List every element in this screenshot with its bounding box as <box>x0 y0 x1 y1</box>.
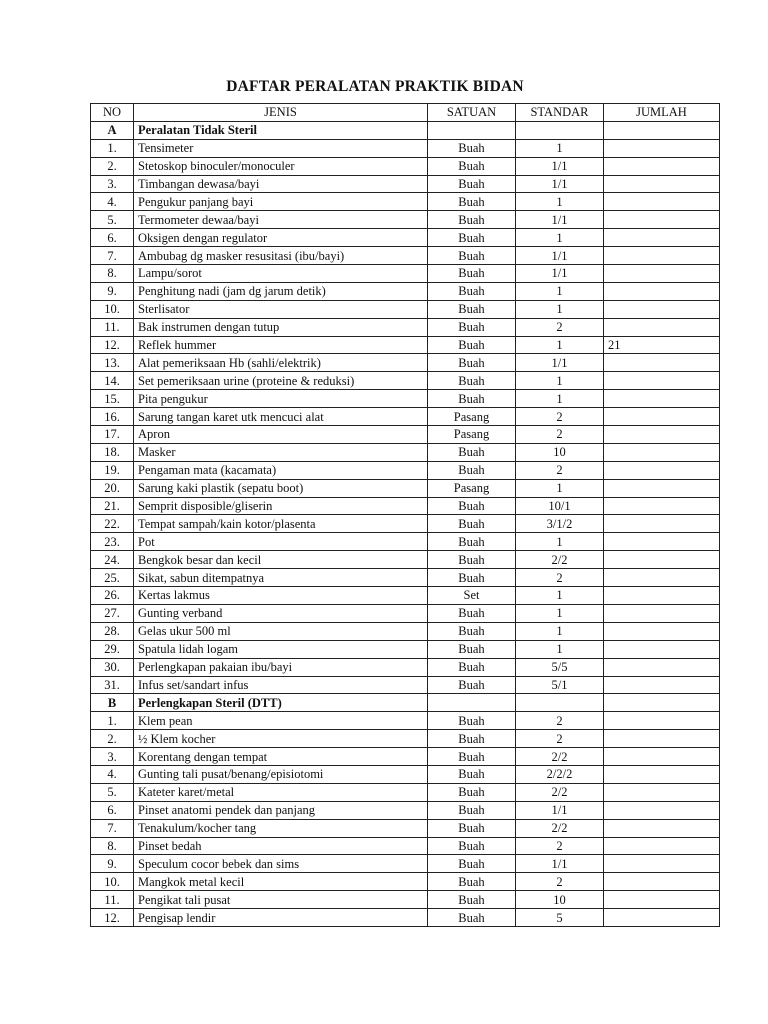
cell-no: 7. <box>91 247 134 265</box>
table-row <box>91 640 720 658</box>
cell-standar: 2/2 <box>516 551 604 569</box>
cell-satuan: Pasang <box>428 426 516 444</box>
table-row <box>91 139 720 157</box>
table-row <box>91 372 720 390</box>
cell-no: 13. <box>91 354 134 372</box>
cell-jumlah <box>604 533 720 551</box>
cell-jenis: Pita pengukur <box>134 390 428 408</box>
cell-no: 4. <box>91 765 134 783</box>
cell-jumlah <box>604 479 720 497</box>
table-row <box>91 587 720 605</box>
cell-jenis: Alat pemeriksaan Hb (sahli/elektrik) <box>134 354 428 372</box>
cell-standar: 1 <box>516 336 604 354</box>
cell-satuan: Set <box>428 587 516 605</box>
table-row <box>91 569 720 587</box>
cell-jumlah <box>604 139 720 157</box>
section-empty-cell <box>516 694 604 712</box>
cell-jumlah <box>604 748 720 766</box>
cell-jenis: Timbangan dewasa/bayi <box>134 175 428 193</box>
cell-no: 17. <box>91 426 134 444</box>
cell-jenis: Gunting tali pusat/benang/episiotomi <box>134 765 428 783</box>
cell-jenis: Spatula lidah logam <box>134 640 428 658</box>
cell-jenis: Set pemeriksaan urine (proteine & reduksi) <box>134 372 428 390</box>
cell-no: 12. <box>91 909 134 927</box>
table-row <box>91 229 720 247</box>
cell-jumlah <box>604 354 720 372</box>
cell-satuan: Buah <box>428 443 516 461</box>
table-row <box>91 390 720 408</box>
cell-standar: 2 <box>516 569 604 587</box>
cell-standar: 2 <box>516 408 604 426</box>
cell-satuan: Buah <box>428 658 516 676</box>
cell-no: 30. <box>91 658 134 676</box>
table-row <box>91 748 720 766</box>
table-row <box>91 443 720 461</box>
table-row <box>91 533 720 551</box>
cell-standar: 1 <box>516 622 604 640</box>
cell-standar: 1/1 <box>516 801 604 819</box>
cell-satuan: Buah <box>428 730 516 748</box>
cell-jenis: Sarung tangan karet utk mencuci alat <box>134 408 428 426</box>
cell-jumlah <box>604 783 720 801</box>
table-row <box>91 855 720 873</box>
table-row <box>91 837 720 855</box>
section-empty-cell <box>604 694 720 712</box>
cell-jumlah <box>604 265 720 283</box>
section-empty-cell <box>604 121 720 139</box>
cell-standar: 1/1 <box>516 157 604 175</box>
cell-standar: 1 <box>516 282 604 300</box>
table-row <box>91 479 720 497</box>
cell-standar: 2/2/2 <box>516 765 604 783</box>
cell-jumlah <box>604 193 720 211</box>
cell-standar: 1/1 <box>516 855 604 873</box>
cell-no: 11. <box>91 891 134 909</box>
cell-satuan: Buah <box>428 640 516 658</box>
cell-jumlah <box>604 443 720 461</box>
table-row <box>91 300 720 318</box>
cell-jenis: Klem pean <box>134 712 428 730</box>
cell-standar: 1 <box>516 587 604 605</box>
cell-no: 8. <box>91 837 134 855</box>
cell-standar: 3/1/2 <box>516 515 604 533</box>
cell-satuan: Buah <box>428 819 516 837</box>
cell-standar: 2 <box>516 837 604 855</box>
cell-jumlah <box>604 640 720 658</box>
cell-jenis: Tensimeter <box>134 139 428 157</box>
cell-satuan: Buah <box>428 855 516 873</box>
cell-no: 28. <box>91 622 134 640</box>
cell-no: 26. <box>91 587 134 605</box>
cell-satuan: Buah <box>428 139 516 157</box>
table-row <box>91 873 720 891</box>
cell-standar: 1 <box>516 229 604 247</box>
cell-jumlah <box>604 569 720 587</box>
cell-jenis: Tenakulum/kocher tang <box>134 819 428 837</box>
cell-jumlah <box>604 712 720 730</box>
cell-no: 1. <box>91 139 134 157</box>
cell-jumlah <box>604 658 720 676</box>
table-row <box>91 783 720 801</box>
table-row <box>91 909 720 927</box>
cell-jenis: Penghitung nadi (jam dg jarum detik) <box>134 282 428 300</box>
table-row <box>91 891 720 909</box>
cell-jenis: Gelas ukur 500 ml <box>134 622 428 640</box>
cell-satuan: Buah <box>428 211 516 229</box>
cell-jenis: Lampu/sorot <box>134 265 428 283</box>
cell-satuan: Buah <box>428 300 516 318</box>
cell-jumlah <box>604 837 720 855</box>
cell-no: 25. <box>91 569 134 587</box>
cell-jenis: Pot <box>134 533 428 551</box>
cell-jumlah <box>604 801 720 819</box>
cell-no: 10. <box>91 300 134 318</box>
table-row <box>91 175 720 193</box>
cell-no: 1. <box>91 712 134 730</box>
cell-jenis: Sterlisator <box>134 300 428 318</box>
cell-jumlah <box>604 247 720 265</box>
cell-jenis: Oksigen dengan regulator <box>134 229 428 247</box>
table-row <box>91 658 720 676</box>
cell-standar: 2 <box>516 730 604 748</box>
cell-jumlah <box>604 372 720 390</box>
table-row <box>91 604 720 622</box>
cell-jenis: Speculum cocor bebek dan sims <box>134 855 428 873</box>
cell-jumlah <box>604 855 720 873</box>
cell-jumlah <box>604 318 720 336</box>
cell-jenis: Pengukur panjang bayi <box>134 193 428 211</box>
header-jenis: JENIS <box>134 104 428 122</box>
cell-no: 9. <box>91 855 134 873</box>
cell-standar: 1 <box>516 372 604 390</box>
cell-jumlah <box>604 211 720 229</box>
cell-jumlah <box>604 873 720 891</box>
header-jumlah: JUMLAH <box>604 104 720 122</box>
cell-satuan: Buah <box>428 336 516 354</box>
table-row <box>91 819 720 837</box>
cell-satuan: Buah <box>428 193 516 211</box>
cell-jenis: Pinset anatomi pendek dan panjang <box>134 801 428 819</box>
table-row <box>91 282 720 300</box>
cell-jumlah <box>604 765 720 783</box>
section-row <box>91 694 720 712</box>
cell-jumlah <box>604 461 720 479</box>
table-row <box>91 730 720 748</box>
cell-jenis: Perlengkapan pakaian ibu/bayi <box>134 658 428 676</box>
cell-jenis: Bengkok besar dan kecil <box>134 551 428 569</box>
cell-standar: 1/1 <box>516 265 604 283</box>
cell-jenis: ½ Klem kocher <box>134 730 428 748</box>
cell-satuan: Buah <box>428 282 516 300</box>
cell-satuan: Buah <box>428 497 516 515</box>
cell-jumlah: 21 <box>604 336 720 354</box>
cell-jumlah <box>604 157 720 175</box>
cell-jenis: Reflek hummer <box>134 336 428 354</box>
cell-standar: 2/2 <box>516 819 604 837</box>
cell-no: 14. <box>91 372 134 390</box>
cell-standar: 1/1 <box>516 247 604 265</box>
section-code: A <box>91 121 134 139</box>
cell-no: 22. <box>91 515 134 533</box>
cell-satuan: Buah <box>428 748 516 766</box>
cell-standar: 1 <box>516 640 604 658</box>
cell-no: 3. <box>91 748 134 766</box>
cell-satuan: Buah <box>428 318 516 336</box>
table-body <box>91 121 720 926</box>
header-no: NO <box>91 104 134 122</box>
cell-standar: 10/1 <box>516 497 604 515</box>
header-standar: STANDAR <box>516 104 604 122</box>
table-row <box>91 265 720 283</box>
cell-no: 2. <box>91 730 134 748</box>
cell-no: 3. <box>91 175 134 193</box>
cell-satuan: Buah <box>428 712 516 730</box>
cell-standar: 2 <box>516 461 604 479</box>
table-row <box>91 336 720 354</box>
cell-jenis: Kertas lakmus <box>134 587 428 605</box>
cell-satuan: Buah <box>428 891 516 909</box>
cell-satuan: Pasang <box>428 408 516 426</box>
cell-jenis: Stetoskop binoculer/monoculer <box>134 157 428 175</box>
cell-jumlah <box>604 551 720 569</box>
table-row <box>91 193 720 211</box>
cell-no: 18. <box>91 443 134 461</box>
cell-satuan: Buah <box>428 604 516 622</box>
cell-jenis: Bak instrumen dengan tutup <box>134 318 428 336</box>
cell-satuan: Buah <box>428 157 516 175</box>
cell-jumlah <box>604 300 720 318</box>
cell-satuan: Buah <box>428 265 516 283</box>
cell-jenis: Kateter karet/metal <box>134 783 428 801</box>
cell-jenis: Semprit disposible/gliserin <box>134 497 428 515</box>
cell-standar: 10 <box>516 891 604 909</box>
cell-standar: 1 <box>516 390 604 408</box>
cell-no: 20. <box>91 479 134 497</box>
cell-jumlah <box>604 426 720 444</box>
cell-satuan: Buah <box>428 354 516 372</box>
cell-standar: 5/1 <box>516 676 604 694</box>
cell-no: 16. <box>91 408 134 426</box>
cell-no: 24. <box>91 551 134 569</box>
table-header-row <box>91 104 720 122</box>
cell-satuan: Buah <box>428 765 516 783</box>
section-code: B <box>91 694 134 712</box>
cell-satuan: Buah <box>428 533 516 551</box>
cell-jenis: Apron <box>134 426 428 444</box>
table-row <box>91 765 720 783</box>
cell-satuan: Buah <box>428 372 516 390</box>
cell-standar: 1 <box>516 479 604 497</box>
cell-satuan: Buah <box>428 175 516 193</box>
cell-jumlah <box>604 819 720 837</box>
cell-jenis: Tempat sampah/kain kotor/plasenta <box>134 515 428 533</box>
table-row <box>91 408 720 426</box>
cell-no: 29. <box>91 640 134 658</box>
cell-no: 19. <box>91 461 134 479</box>
cell-standar: 2 <box>516 318 604 336</box>
cell-jenis: Pengisap lendir <box>134 909 428 927</box>
cell-no: 11. <box>91 318 134 336</box>
cell-jenis: Sikat, sabun ditempatnya <box>134 569 428 587</box>
cell-standar: 5 <box>516 909 604 927</box>
cell-no: 8. <box>91 265 134 283</box>
table-row <box>91 318 720 336</box>
cell-no: 7. <box>91 819 134 837</box>
cell-no: 5. <box>91 211 134 229</box>
cell-standar: 1/1 <box>516 175 604 193</box>
table-row <box>91 247 720 265</box>
page-title: DAFTAR PERALATAN PRAKTIK BIDAN <box>226 78 524 95</box>
cell-no: 2. <box>91 157 134 175</box>
table-row <box>91 211 720 229</box>
cell-standar: 1 <box>516 139 604 157</box>
cell-no: 31. <box>91 676 134 694</box>
cell-satuan: Buah <box>428 873 516 891</box>
cell-jenis: Masker <box>134 443 428 461</box>
cell-standar: 2 <box>516 712 604 730</box>
table-row <box>91 354 720 372</box>
cell-satuan: Buah <box>428 837 516 855</box>
cell-satuan: Pasang <box>428 479 516 497</box>
cell-jenis: Sarung kaki plastik (sepatu boot) <box>134 479 428 497</box>
cell-jumlah <box>604 497 720 515</box>
cell-standar: 1 <box>516 533 604 551</box>
cell-standar: 2 <box>516 873 604 891</box>
equipment-table <box>90 103 720 927</box>
table-row <box>91 801 720 819</box>
table-row <box>91 622 720 640</box>
cell-jenis: Korentang dengan tempat <box>134 748 428 766</box>
cell-no: 12. <box>91 336 134 354</box>
table-row <box>91 497 720 515</box>
cell-jenis: Pengaman mata (kacamata) <box>134 461 428 479</box>
cell-jumlah <box>604 909 720 927</box>
header-satuan: SATUAN <box>428 104 516 122</box>
cell-no: 21. <box>91 497 134 515</box>
cell-no: 23. <box>91 533 134 551</box>
table-row <box>91 676 720 694</box>
cell-satuan: Buah <box>428 515 516 533</box>
cell-standar: 1 <box>516 604 604 622</box>
cell-no: 15. <box>91 390 134 408</box>
cell-satuan: Buah <box>428 247 516 265</box>
cell-jumlah <box>604 515 720 533</box>
cell-no: 4. <box>91 193 134 211</box>
section-name: Peralatan Tidak Steril <box>134 121 428 139</box>
cell-standar: 1 <box>516 193 604 211</box>
table-row <box>91 515 720 533</box>
cell-standar: 1 <box>516 300 604 318</box>
cell-jenis: Pengikat tali pusat <box>134 891 428 909</box>
cell-jumlah <box>604 175 720 193</box>
table-row <box>91 426 720 444</box>
section-empty-cell <box>428 694 516 712</box>
cell-no: 10. <box>91 873 134 891</box>
cell-standar: 10 <box>516 443 604 461</box>
cell-satuan: Buah <box>428 783 516 801</box>
cell-jumlah <box>604 587 720 605</box>
cell-satuan: Buah <box>428 390 516 408</box>
cell-standar: 1/1 <box>516 354 604 372</box>
cell-no: 9. <box>91 282 134 300</box>
table-row <box>91 461 720 479</box>
section-row <box>91 121 720 139</box>
cell-standar: 2/2 <box>516 783 604 801</box>
cell-jenis: Infus set/sandart infus <box>134 676 428 694</box>
cell-no: 27. <box>91 604 134 622</box>
cell-jenis: Termometer dewaa/bayi <box>134 211 428 229</box>
cell-jumlah <box>604 676 720 694</box>
cell-jumlah <box>604 730 720 748</box>
cell-no: 5. <box>91 783 134 801</box>
cell-satuan: Buah <box>428 676 516 694</box>
cell-satuan: Buah <box>428 622 516 640</box>
cell-jumlah <box>604 622 720 640</box>
section-empty-cell <box>516 121 604 139</box>
cell-satuan: Buah <box>428 909 516 927</box>
cell-satuan: Buah <box>428 801 516 819</box>
table-row <box>91 712 720 730</box>
table-row <box>91 551 720 569</box>
section-empty-cell <box>428 121 516 139</box>
cell-jumlah <box>604 604 720 622</box>
cell-jumlah <box>604 229 720 247</box>
cell-jumlah <box>604 891 720 909</box>
cell-standar: 2/2 <box>516 748 604 766</box>
cell-standar: 1/1 <box>516 211 604 229</box>
cell-jenis: Ambubag dg masker resusitasi (ibu/bayi) <box>134 247 428 265</box>
cell-satuan: Buah <box>428 551 516 569</box>
cell-standar: 2 <box>516 426 604 444</box>
cell-jumlah <box>604 390 720 408</box>
cell-jenis: Gunting verband <box>134 604 428 622</box>
cell-jumlah <box>604 282 720 300</box>
cell-jenis: Pinset bedah <box>134 837 428 855</box>
cell-satuan: Buah <box>428 569 516 587</box>
cell-satuan: Buah <box>428 229 516 247</box>
section-name: Perlengkapan Steril (DTT) <box>134 694 428 712</box>
cell-satuan: Buah <box>428 461 516 479</box>
cell-jumlah <box>604 408 720 426</box>
cell-jenis: Mangkok metal kecil <box>134 873 428 891</box>
table-row <box>91 157 720 175</box>
cell-no: 6. <box>91 229 134 247</box>
cell-no: 6. <box>91 801 134 819</box>
cell-standar: 5/5 <box>516 658 604 676</box>
